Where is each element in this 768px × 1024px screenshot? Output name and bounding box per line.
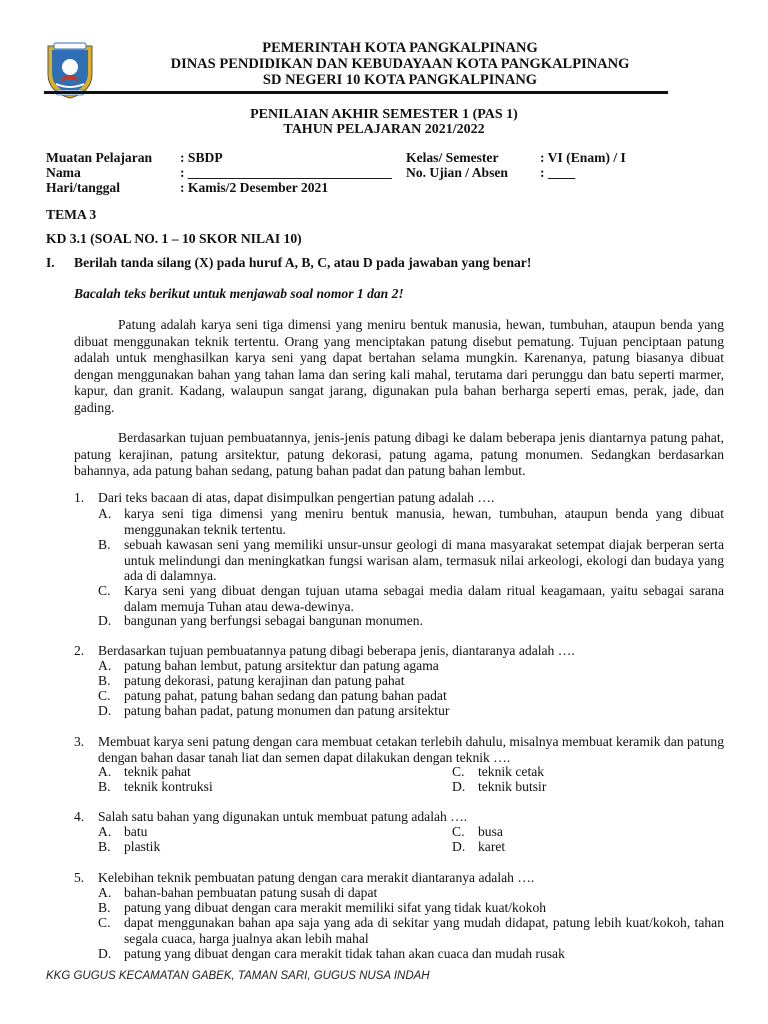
kelas-value: : VI (Enam) / I: [540, 150, 626, 165]
question-number: 5.: [74, 870, 85, 885]
option-text: batu: [124, 824, 148, 839]
option-text: patung bahan padat, patung monumen dan patung arsitektur: [124, 703, 450, 718]
option-letter[interactable]: B.: [98, 839, 111, 854]
section-number: I.: [46, 255, 55, 270]
option-letter[interactable]: B.: [98, 779, 111, 794]
option-letter[interactable]: D.: [452, 779, 466, 794]
option-letter[interactable]: C.: [98, 915, 111, 930]
option-letter[interactable]: C.: [452, 764, 465, 779]
option-text: teknik cetak: [478, 764, 545, 779]
ujian-label: No. Ujian / Absen: [406, 165, 508, 180]
option-text: patung yang dibuat dengan cara merakit memiliki sifat yang tidak kuat/kokoh: [124, 900, 547, 915]
question-number: 1.: [74, 490, 85, 505]
option-text: Karya seni yang dibuat dengan tujuan utama sebagai media dalam ritual keagamaan, yaitu sebagai sarana dalam memuja Tuhan atau dewa-dewinya.: [124, 583, 724, 614]
header-divider: [44, 91, 668, 94]
section-instruction: Berilah tanda silang (X) pada huruf A, B, C, atau D pada jawaban yang benar!: [74, 255, 532, 270]
option-letter[interactable]: D.: [98, 613, 112, 628]
option-text: patung dekorasi, patung kerajinan dan patung pahat: [124, 673, 405, 688]
option-text: patung yang dibuat dengan cara merakit tidak tahan akan cuaca dan mudah rusak: [124, 946, 565, 961]
option-text: patung pahat, patung bahan sedang dan patung bahan padat: [124, 688, 447, 703]
header-school: SD NEGERI 10 KOTA PANGKALPINANG: [262, 72, 538, 88]
question-text: Dari teks bacaan di atas, dapat disimpulkan pengertian patung adalah ….: [98, 490, 495, 505]
question-text: Membuat karya seni patung dengan cara membuat cetakan terlebih dahulu, misalnya membuat keramik dan patung dengan bahan dasar tanah liat dan semen dapat dilakukan dengan teknik ….: [98, 734, 724, 765]
option-text: teknik kontruksi: [124, 779, 213, 794]
question-number: 2.: [74, 643, 85, 658]
option-letter[interactable]: B.: [98, 537, 111, 552]
option-text: karya seni tiga dimensi yang meniru bentuk manusia, hewan, tumbuhan, ataupun benda yang dibuat menggunakan teknik tertentu.: [124, 506, 724, 537]
nama-value: : ______________________________: [180, 165, 392, 180]
option-letter[interactable]: A.: [98, 824, 112, 839]
option-text: bangunan yang berfungsi sebagai bangunan monumen.: [124, 613, 423, 628]
option-text: bahan-bahan pembuatan patung susah di dapat: [124, 885, 378, 900]
option-text: teknik butsir: [478, 779, 547, 794]
option-letter[interactable]: C.: [98, 688, 111, 703]
header-government: PEMERINTAH KOTA PANGKALPINANG: [262, 40, 538, 56]
question-number: 3.: [74, 734, 85, 749]
muatan-label: Muatan Pelajaran: [46, 150, 153, 165]
question-text: Berdasarkan tujuan pembuatannya patung dibagi beberapa jenis, diantaranya adalah ….: [98, 643, 575, 658]
option-letter[interactable]: C.: [452, 824, 465, 839]
hari-value: : Kamis/2 Desember 2021: [180, 180, 329, 195]
option-text: sebuah kawasan seni yang memiliki unsur-unsur geologi di mana masyarakat setempat diajak berperan serta untuk melindungi dan meningkatkan fungsi warisan alam, termasuk nilai arkeologi, ekologi dan budaya yang ada di dalamnya.: [124, 537, 724, 583]
option-letter[interactable]: D.: [98, 703, 112, 718]
option-text: patung bahan lembut, patung arsitektur dan patung agama: [124, 658, 439, 673]
option-text: karet: [478, 839, 506, 854]
option-letter[interactable]: A.: [98, 764, 112, 779]
option-letter[interactable]: A.: [98, 658, 112, 673]
option-text: teknik pahat: [124, 764, 191, 779]
question-number: 4.: [74, 809, 85, 824]
question-text: Kelebihan teknik pembuatan patung dengan cara merakit diantaranya adalah ….: [98, 870, 535, 885]
option-letter[interactable]: A.: [98, 885, 112, 900]
option-letter[interactable]: C.: [98, 583, 111, 598]
option-letter[interactable]: A.: [98, 506, 112, 521]
option-letter[interactable]: B.: [98, 673, 111, 688]
reading-instruction: Bacalah teks berikut untuk menjawab soal nomor 1 dan 2!: [74, 286, 404, 301]
page-footer: KKG GUGUS KECAMATAN GABEK, TAMAN SARI, GUGUS NUSA INDAH: [46, 970, 430, 982]
reading-paragraph-1: Patung adalah karya seni tiga dimensi yang meniru bentuk manusia, hewan, tumbuhan, ataupun benda yang dibuat menggunakan teknik tertentu. Orang yang menciptakan patung disebut pematung. Tujuan penciptaan patung adalah untuk menghasilkan karya seni yang dapat bertahan selama mungkin. Karenanya, patung biasanya dibuat dengan menggunakan bahan yang tahan lama dan sering kali mahal, terutama dari perunggu dan batu seperti marmer, kapur, dan granit. Kadang, walaupun sangat jarang, digunakan pula bahan berharga seperti emas, perak, jade, dan gading.: [74, 317, 724, 415]
kd-heading: KD 3.1 (SOAL NO. 1 – 10 SKOR NILAI 10): [46, 231, 302, 246]
exam-year: TAHUN PELAJARAN 2021/2022: [283, 122, 485, 137]
option-letter[interactable]: D.: [98, 946, 112, 961]
muatan-value: : SBDP: [180, 150, 223, 165]
option-letter[interactable]: B.: [98, 900, 111, 915]
header-department: DINAS PENDIDIKAN DAN KEBUDAYAAN KOTA PANGKALPINANG: [170, 56, 630, 72]
option-text: plastik: [124, 839, 161, 854]
tema-heading: TEMA 3: [46, 207, 97, 222]
nama-label: Nama: [46, 165, 81, 180]
hari-label: Hari/tanggal: [46, 180, 121, 195]
ujian-value: : ____: [540, 165, 576, 180]
option-letter[interactable]: D.: [452, 839, 466, 854]
exam-title: PENILAIAN AKHIR SEMESTER 1 (PAS 1): [250, 107, 518, 122]
option-text: dapat menggunakan bahan apa saja yang ada di sekitar yang mudah didapat, patung lebih kuat/kokoh, tahan segala cuaca, harga jualnya akan lebih mahal: [124, 915, 724, 946]
reading-paragraph-2: Berdasarkan tujuan pembuatannya, jenis-jenis patung dibagi ke dalam beberapa jenis diantarnya patung pahat, patung kerajinan, patung arsitektur, patung dekorasi, patung agama, patung monumen. Sedangkan berdasarkan bahannya, ada patung bahan sedang, patung bahan padat dan patung bahan lembut.: [74, 430, 724, 479]
kelas-label: Kelas/ Semester: [406, 150, 499, 165]
option-text: busa: [478, 824, 503, 839]
question-text: Salah satu bahan yang digunakan untuk membuat patung adalah ….: [98, 809, 468, 824]
